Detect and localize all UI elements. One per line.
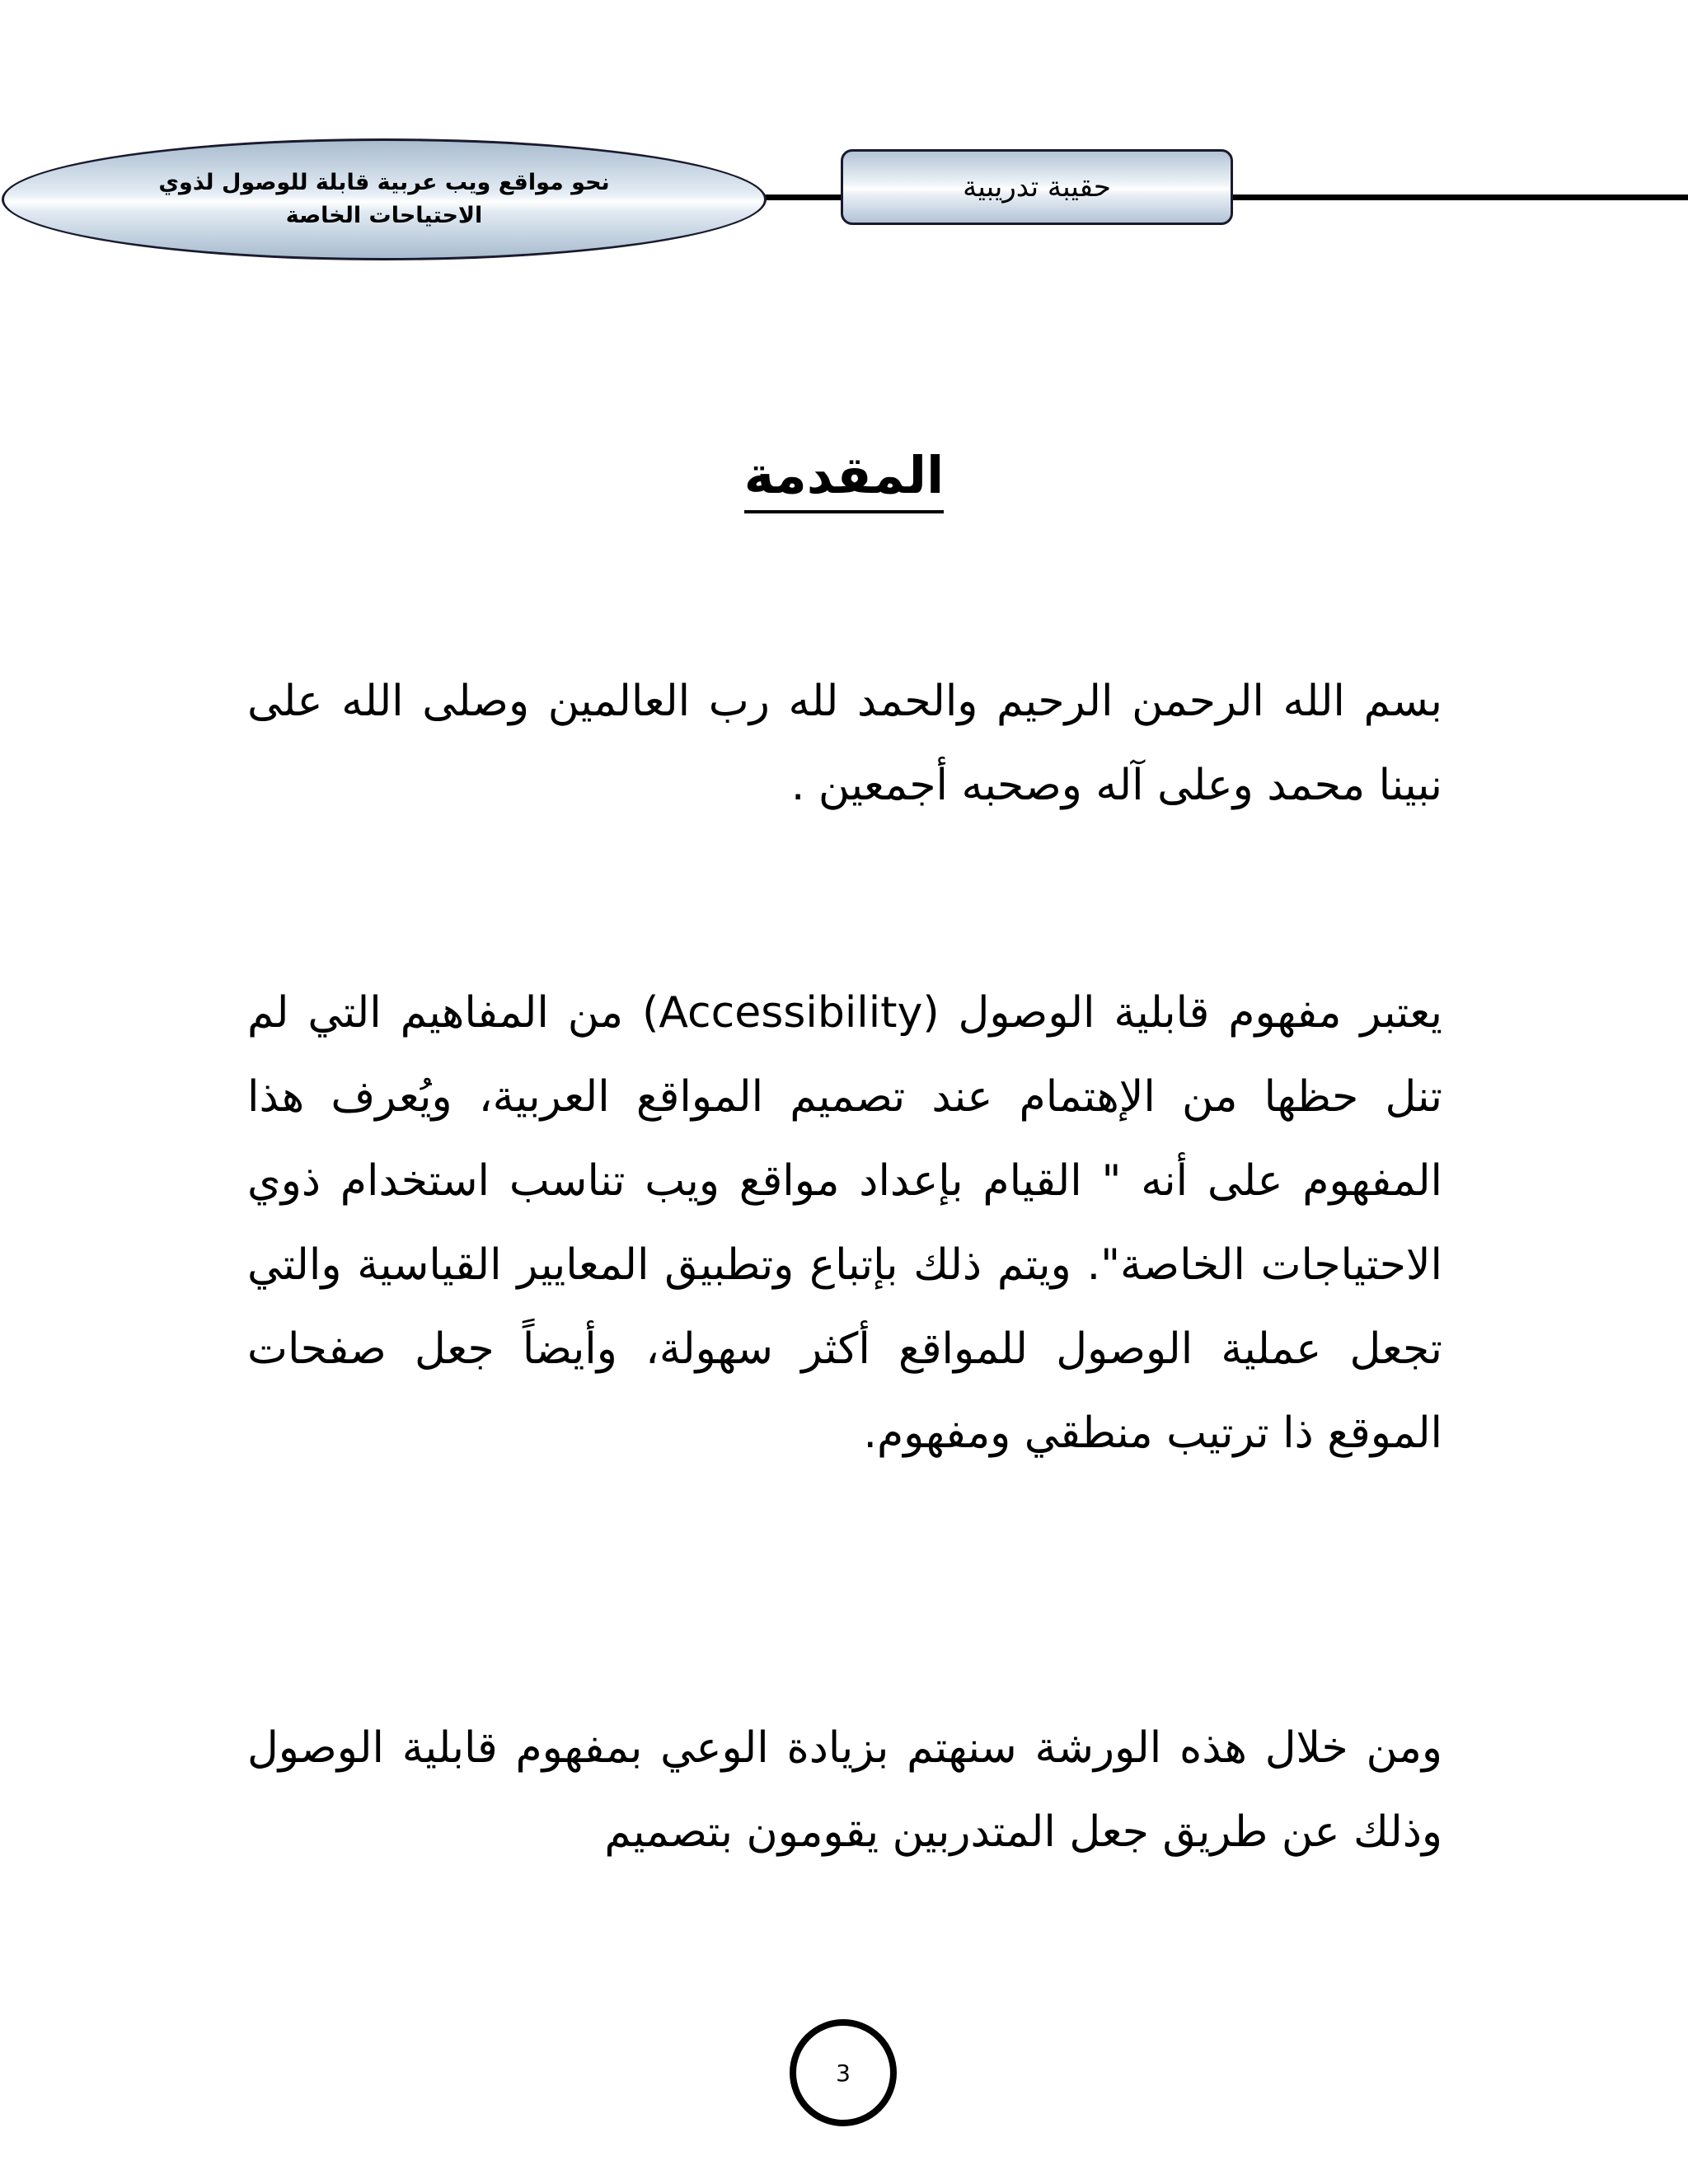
ellipse-title-line-1: نحو مواقع ويب عربية قابلة للوصول لذوي	[158, 170, 610, 195]
accessibility-term: (Accessibility)	[642, 988, 940, 1038]
paragraph-accessibility-start: يعتبر مفهوم قابلية الوصول	[939, 988, 1442, 1038]
page-number: 3	[790, 2019, 897, 2126]
paragraph-accessibility	[247, 971, 1442, 1475]
paragraph-opening: بسم الله الرحمن الرحيم والحمد لله رب العالمين وصلى الله على نبينا محمد وعلى آله وصحبه أجمعين .	[247, 677, 1442, 810]
page-title-text: المقدمة	[744, 445, 945, 513]
ellipse-title-line-2: الاحتياحات الخاصة	[285, 203, 483, 228]
page-title	[0, 445, 1688, 505]
paragraph-accessibility-rest: من المفاهيم التي لم تنل حظها من الإهتمام عند تصميم المواقع العربية، ويُعرف هذا المفهوم على أنه " القيام بإعداد مواقع ويب تناسب استخدام ذوي الاحتياجات الخاصة". ويتم ذلك بإتباع وتطبيق المعايير القياسية والتي تجعل عملية الوصول للمواقع أكثر سهولة، وأيضاً جعل صفحات الموقع ذا ترتيب منطقي ومفهوم.	[247, 988, 1442, 1458]
section-badge-label: حقيبة تدريبية	[963, 171, 1111, 204]
document-title-ellipse	[2, 138, 767, 260]
section-badge	[841, 149, 1233, 225]
paragraph-workshop: ومن خلال هذه الورشة سنهتم بزيادة الوعي بمفهوم قابلية الوصول وذلك عن طريق جعل المتدربين يقومون بتصميم	[247, 1723, 1442, 1857]
